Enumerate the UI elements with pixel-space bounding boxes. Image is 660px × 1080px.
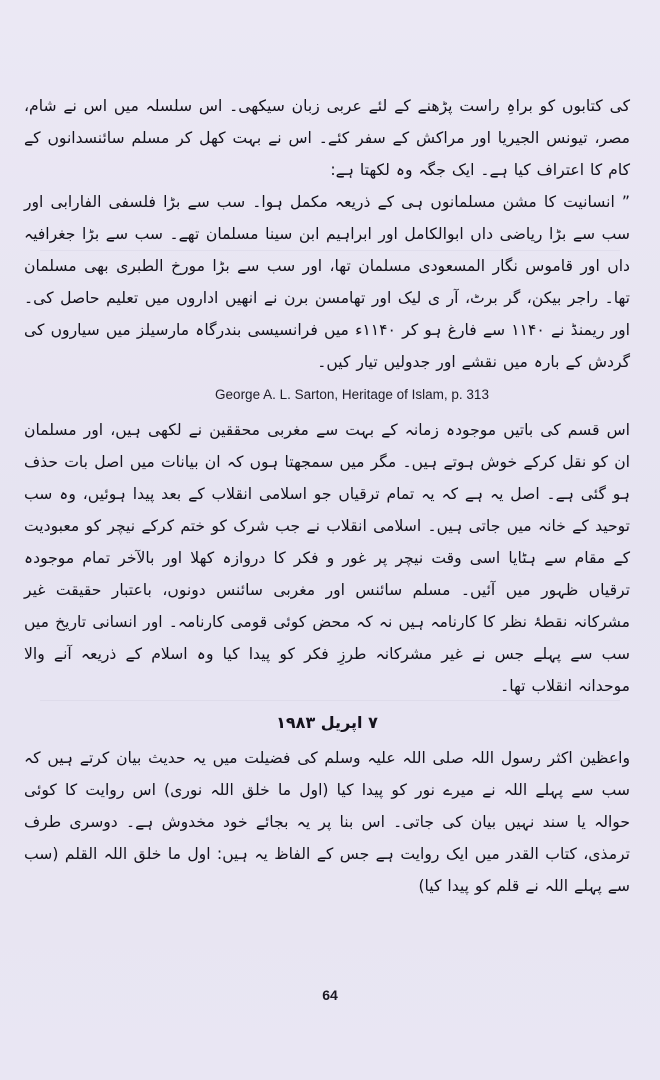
citation: George A. L. Sarton, Heritage of Islam, p. 313 <box>215 387 489 402</box>
bleed-through-line <box>40 700 620 701</box>
body-paragraph: اس قسم کی باتیں موجودہ زمانہ کے بہت سے مغربی محققین نے لکھی ہیں، اور مسلمان ان کو نقل کرکے خوش ہوتے ہیں۔ مگر میں سمجھتا ہوں کہ ان بیانات میں اصل بات حذف ہو گئی ہے۔ اصل یہ ہے کہ یہ تمام ترقیاں جو اسلامی انقلاب کے بعد پیدا ہوئیں، وہ سب توحید کے خانہ میں جاتی ہیں۔ اسلامی انقلاب نے جب شرک کو ختم کرکے نیچر کو معبودیت کے مقام سے ہٹایا اسی وقت نیچر پر غور و فکر کا دروازہ کھلا اور بالآخر تمام موجودہ ترقیاں ظہور میں آئیں۔ مسلم سائنس اور مغربی سائنس دونوں، باعتبار حقیقت غیر مشرکانہ نقطۂ نظر کا کارنامہ ہیں نہ کہ محض کوئی قومی کارنامہ۔ اور انسانی تاریخ میں سب سے پہلے جس نے غیر مشرکانہ طرزِ فکر کو پیدا کیا وہ اسلام کے ذریعہ آنے والا موحدانہ انقلاب تھا۔ <box>24 421 630 695</box>
quote-paragraph: ” انسانیت کا مشن مسلمانوں ہی کے ذریعہ مکمل ہوا۔ سب سے بڑا فلسفی الفارابی اور سب سے بڑا ریاضی داں ابوالکامل اور ابراہیم ابن سینا مسلمان تھے۔ سب سے بڑا جغرافیہ داں اور قاموس نگار المسعودی مسلمان تھا، اور سب سے بڑا مورخ الطبری بھی مسلمان تھا۔ راجر بیکن، گر برٹ، آر ی لیک اور تھامسن برن نے انھیں اداروں میں تعلیم حاصل کی۔ اور ریمنڈ نے ۱۱۴۰ سے فارغ ہو کر ۱۱۴۰ء میں فرانسیسی بندرگاہ مارسیلز میں سیاروں کی گردش کے بارہ میں نقشے اور جدولیں تیار کیں۔ <box>24 193 630 371</box>
intro-paragraph: کی کتابوں کو براہِ راست پڑھنے کے لئے عربی زبان سیکھی۔ اس سلسلہ میں اس نے شام، مصر، تیونس الجیریا اور مراکش کے سفر کئے۔ اس نے بہت کھل کر مسلم سائنسدانوں کے کام کا اعتراف کیا ہے۔ ایک جگہ وہ لکھتا ہے: <box>24 97 630 179</box>
date-heading: ۷ اپریل ۱۹۸۳ <box>276 713 378 732</box>
hadith-paragraph: واعظین اکثر رسول اللہ صلی اللہ علیہ وسلم کی فضیلت میں یہ حدیث بیان کرتے ہیں کہ سب سے پہلے اللہ نے میرے نور کو پیدا کیا (اول ما خلق اللہ نوری) اس روایت کا کوئی حوالہ یا سند نہیں بیان کی جاتی۔ اس بنا پر یہ بجائے خود مخدوش ہے۔ دوسری طرف ترمذی، کتاب القدر میں ایک روایت ہے جس کے الفاظ یہ ہیں: اول ما خلق اللہ القلم (سب سے پہلے اللہ نے قلم کو پیدا کیا) <box>24 749 630 895</box>
page-number: 64 <box>322 987 338 1003</box>
bleed-through-line <box>40 250 620 251</box>
